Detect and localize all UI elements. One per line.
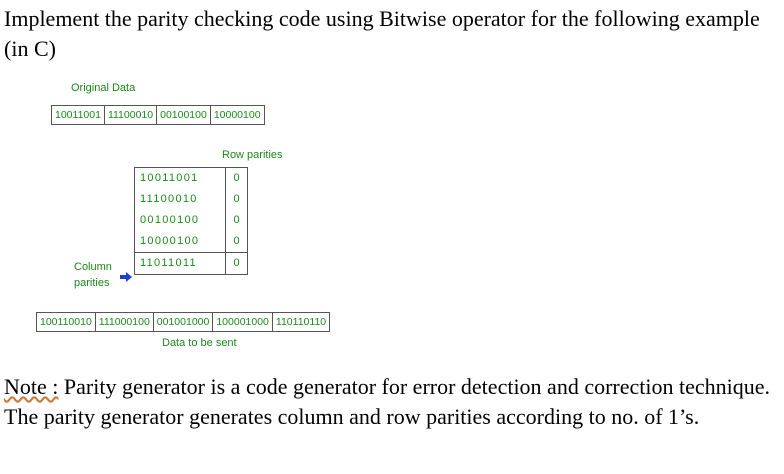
grid-row-bits: 11100010	[135, 189, 226, 210]
note-label: Note :	[4, 374, 59, 399]
original-data-byte: 11100010	[105, 106, 157, 124]
original-data-byte: 10000100	[213, 109, 261, 121]
column-parity-bits: 11011011	[135, 253, 226, 274]
sent-data-word: 100110010	[37, 313, 96, 331]
data-to-send-strip	[36, 312, 330, 332]
grid-row	[135, 168, 247, 189]
row-parity-bit: 0	[233, 214, 240, 226]
grid-row-bits: 00100100	[135, 210, 226, 231]
sent-data-word: 001001000	[154, 313, 214, 331]
grid-row	[135, 231, 247, 252]
right-arrow-icon	[120, 272, 132, 282]
grid-row	[135, 189, 247, 210]
note-text: Parity generator is a code generator for error detection and correction technique. The parity generator generates column and row parities according to no. of 1’s.	[4, 374, 771, 429]
corner-parity-bit: 0	[233, 257, 240, 269]
column-parities-label	[74, 259, 112, 291]
data-to-send-label: Data to be sent	[162, 337, 237, 349]
parity-grid	[134, 167, 248, 275]
note-paragraph	[4, 372, 774, 432]
row-parities-label: Row parities	[222, 149, 283, 161]
column-parities-label-line2: parities	[74, 277, 110, 289]
grid-row-bits: 10000100	[135, 231, 226, 252]
column-parity-row	[135, 252, 247, 274]
grid-row-bits: 10011001	[135, 168, 226, 189]
original-data-byte: 00100100	[157, 106, 211, 124]
original-data-strip	[51, 105, 265, 125]
row-parity-bit: 0	[233, 172, 240, 184]
sent-data-word: 110110110	[275, 316, 327, 328]
question-text: Implement the parity checking code using Bitwise operator for the following example (in C)	[4, 6, 760, 61]
sent-data-word: 111000100	[96, 313, 154, 331]
sent-data-word: 100001000	[213, 313, 273, 331]
original-data-label: Original Data	[71, 82, 136, 94]
grid-row	[135, 210, 247, 231]
row-parity-bit: 0	[233, 235, 240, 247]
row-parity-bit: 0	[233, 193, 240, 205]
column-parities-label-line1: Column	[74, 261, 112, 273]
original-data-byte: 10011001	[52, 106, 105, 124]
